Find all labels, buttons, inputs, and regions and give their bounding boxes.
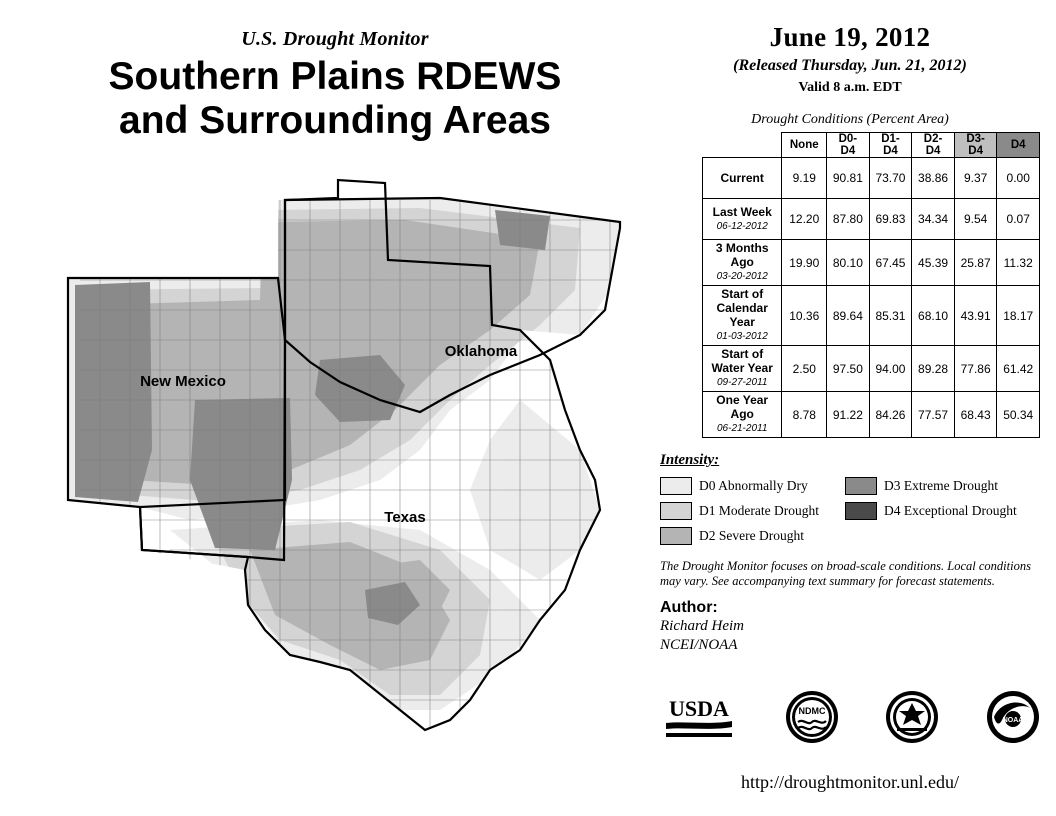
cell-3months-d4: 11.32 [997, 240, 1040, 286]
cell-oneyear-d3d4: 68.43 [954, 392, 997, 438]
row-label-last-week: Last Week 06-12-2012 [703, 199, 782, 240]
column-header-d3d4: D3-D4 [954, 133, 997, 158]
author-org: NCEI/NOAA [660, 637, 738, 653]
intensity-legend [660, 477, 1040, 545]
header-blank [703, 133, 782, 158]
cell-wateryear-d3d4: 77.86 [954, 346, 997, 392]
table-row [703, 199, 1040, 240]
legend-swatch-d0 [660, 477, 692, 495]
legend-item-d4 [845, 502, 1017, 520]
cell-3months-none: 19.90 [782, 240, 827, 286]
cell-3months-d3d4: 25.87 [954, 240, 997, 286]
cell-current-d3d4: 9.37 [954, 158, 997, 199]
cell-current-none: 9.19 [782, 158, 827, 199]
cell-current-d4: 0.00 [997, 158, 1040, 199]
legend-swatch-d2 [660, 527, 692, 545]
cell-calyear-d3d4: 43.91 [954, 286, 997, 346]
usda-seal-logo [885, 690, 939, 744]
info-panel [660, 22, 1040, 655]
drought-conditions-table [702, 132, 1040, 438]
product-label: U.S. Drought Monitor [241, 28, 429, 50]
legend-swatch-d3 [845, 477, 877, 495]
cell-3months-d2d4: 45.39 [912, 240, 955, 286]
table-row [703, 286, 1040, 346]
drought-map [20, 150, 660, 800]
disclaimer-text: The Drought Monitor focuses on broad-scale conditions. Local conditions may vary. See accompanying text summary for forecast statements. [660, 559, 1031, 588]
row-label-start-calendar-year: Start of Calendar Year 01-03-2012 [703, 286, 782, 346]
logo-row [660, 690, 1040, 744]
legend-item-d2 [660, 527, 819, 545]
cell-wateryear-none: 2.50 [782, 346, 827, 392]
row-label-one-year-ago: One Year Ago 06-21-2011 [703, 392, 782, 438]
column-header-d2d4: D2-D4 [912, 133, 955, 158]
cell-oneyear-d1d4: 84.26 [869, 392, 912, 438]
cell-current-d2d4: 38.86 [912, 158, 955, 199]
table-row [703, 240, 1040, 286]
map-base [20, 150, 660, 800]
legend-swatch-d1 [660, 502, 692, 520]
column-header-d0d4: D0-D4 [827, 133, 870, 158]
table-caption: Drought Conditions (Percent Area) [751, 112, 949, 127]
cell-current-d1d4: 73.70 [869, 158, 912, 199]
state-label-new-mexico: New Mexico [140, 373, 226, 390]
legend-column-right [845, 477, 1017, 545]
intensity-title: Intensity: [660, 452, 720, 468]
cell-oneyear-none: 8.78 [782, 392, 827, 438]
noaa-logo [986, 690, 1040, 744]
legend-label-d4: D4 Exceptional Drought [883, 503, 1017, 518]
cell-oneyear-d2d4: 77.57 [912, 392, 955, 438]
legend-swatch-d4 [845, 502, 877, 520]
cell-wateryear-d4: 61.42 [997, 346, 1040, 392]
legend-label-d0: D0 Abnormally Dry [699, 478, 808, 493]
cell-oneyear-d4: 50.34 [997, 392, 1040, 438]
legend-item-d3 [845, 477, 1017, 495]
column-header-d4: D4 [997, 133, 1040, 158]
cell-lastweek-none: 12.20 [782, 199, 827, 240]
release-date: (Released Thursday, Jun. 21, 2012) [733, 57, 967, 74]
cell-oneyear-d0d4: 91.22 [827, 392, 870, 438]
cell-lastweek-d0d4: 87.80 [827, 199, 870, 240]
legend-label-d1: D1 Moderate Drought [699, 503, 819, 518]
legend-item-d0 [660, 477, 819, 495]
table-header-row [703, 133, 1040, 158]
svg-text:NOAA: NOAA [1002, 717, 1024, 724]
author-name: Richard Heim [660, 618, 745, 634]
cell-lastweek-d3d4: 9.54 [954, 199, 997, 240]
row-label-current: Current [703, 158, 782, 199]
title-block [30, 28, 640, 143]
cell-lastweek-d1d4: 69.83 [869, 199, 912, 240]
cell-calyear-d2d4: 68.10 [912, 286, 955, 346]
cell-calyear-d4: 18.17 [997, 286, 1040, 346]
row-label-start-water-year: Start of Water Year 09-27-2011 [703, 346, 782, 392]
legend-label-d3: D3 Extreme Drought [883, 478, 998, 493]
svg-text:NDMC: NDMC [798, 706, 826, 716]
cell-current-d0d4: 90.81 [827, 158, 870, 199]
table-row [703, 346, 1040, 392]
author-heading: Author: [660, 599, 718, 616]
page-title [30, 55, 640, 143]
page-title-line2: and Surrounding Areas [119, 99, 551, 142]
cell-calyear-none: 10.36 [782, 286, 827, 346]
cell-lastweek-d2d4: 34.34 [912, 199, 955, 240]
cell-lastweek-d4: 0.07 [997, 199, 1040, 240]
cell-calyear-d0d4: 89.64 [827, 286, 870, 346]
cell-wateryear-d0d4: 97.50 [827, 346, 870, 392]
legend-column-left [660, 477, 819, 545]
ndmc-logo [785, 690, 839, 744]
cell-3months-d0d4: 80.10 [827, 240, 870, 286]
valid-time: Valid 8 a.m. EDT [798, 80, 902, 95]
legend-item-d1 [660, 502, 819, 520]
cell-wateryear-d2d4: 89.28 [912, 346, 955, 392]
map-date: June 19, 2012 [769, 22, 931, 52]
svg-text:USDA: USDA [669, 696, 729, 721]
website-url[interactable]: http://droughtmonitor.unl.edu/ [741, 772, 959, 792]
state-label-texas: Texas [384, 509, 426, 526]
column-header-d1d4: D1-D4 [869, 133, 912, 158]
row-label-3-months-ago: 3 Months Ago 03-20-2012 [703, 240, 782, 286]
page-title-line1: Southern Plains RDEWS [108, 55, 562, 98]
usda-logo [660, 691, 738, 743]
cell-calyear-d1d4: 85.31 [869, 286, 912, 346]
table-row [703, 158, 1040, 199]
legend-label-d2: D2 Severe Drought [699, 528, 804, 543]
table-row [703, 392, 1040, 438]
column-header-none: None [782, 133, 827, 158]
cell-wateryear-d1d4: 94.00 [869, 346, 912, 392]
cell-3months-d1d4: 67.45 [869, 240, 912, 286]
state-label-oklahoma: Oklahoma [444, 343, 518, 360]
